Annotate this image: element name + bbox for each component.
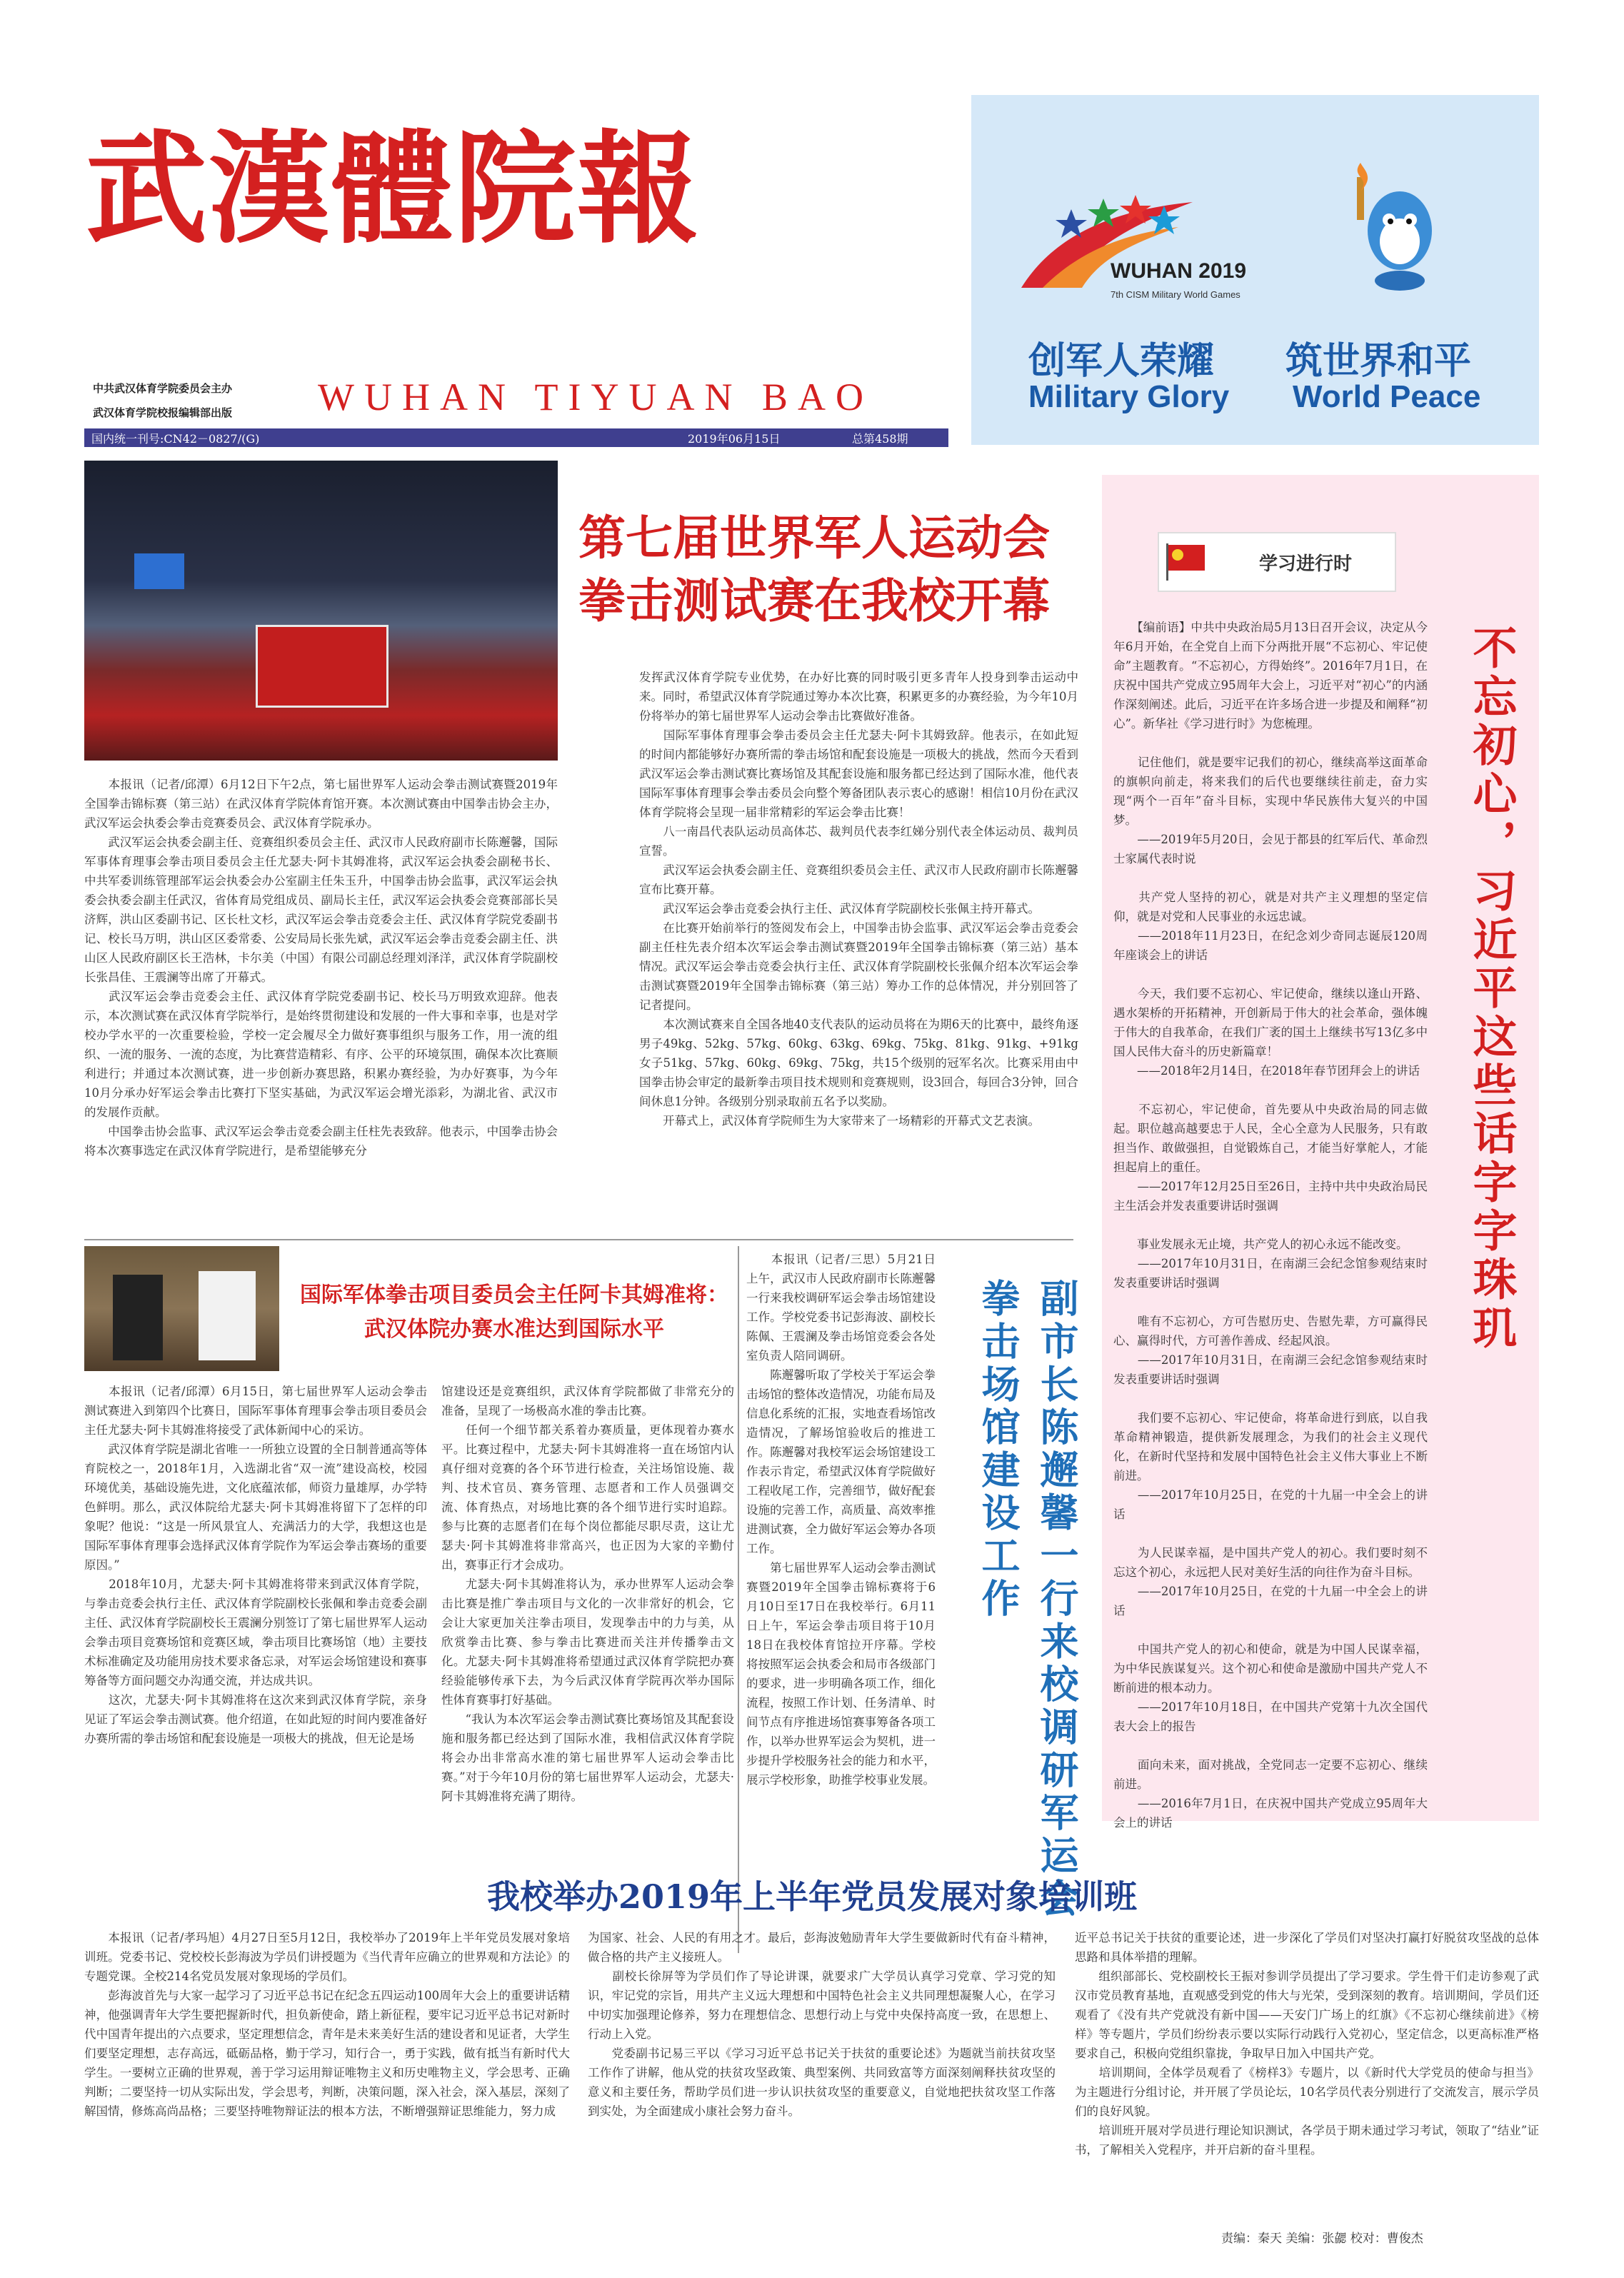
- article2-col1: 本报讯（记者/邱潭）6月15日，第七届世界军人运动会拳击测试赛进入到第四个比赛日，国际军事体育理事会拳击项目委员会主任尤瑟夫·阿卡其姆准将接受了武体新闻中心的采访。 武汉体育学院是湖北省唯一一所独立设置的全日制普通高等体育院校之一，2018年1月，入选湖北省“双一流”建设高校，校园环境优美，基础设施先进，文化底蕴浓郁，师资力量雄厚，办学特色鲜明。那么，武汉体院给尤瑟夫·阿卡其姆准将留下了怎样的印象呢？他说：“这是一所风景宜人、充满活力的大学，我想这也是国际军事体育理事会选择武汉体育学院作为军运会拳击赛场的重要原因。” 2018年10月，尤瑟夫·阿卡其姆准将带来到武汉体育学院，与拳击竞委会执行主任、武汉体育学院副校长张佩和拳击竞委会副主任、武汉体育学院副校长王震澜分别签订了第七届世界军人运动会拳击项目竞赛场馆和竞赛区域，拳击项目比赛场馆（地）主要技术标准确定及功能用房技术要求备忘录，对军运会场馆建设和赛事筹备等方面问题交办沟通交流，并达成共识。 这次，尤瑟夫·阿卡其姆准将在这次来到武汉体育学院，亲身见证了军运会拳击测试赛。他介绍道，在如此短的时间内要准备好办赛所需的拳击场馆和配套设施是一项极大的挑战，但无论是场: [84, 1385, 427, 1745]
- article3-headline: 副市长陈邂馨一行来校调研军运会拳击场馆建设工作: [976, 1278, 1079, 1921]
- article2-headline-line2: 武汉体院办赛水准达到国际水平: [364, 1317, 664, 1342]
- games-event-name: WUHAN 2019: [1111, 259, 1247, 283]
- article3-body: 本报讯（记者/三思）5月21日上午，武汉市人民政府副市长陈邂馨一行来我校调研军运会拳击场馆建设工作。学校党委书记彭海波、副校长陈佩、王震澜及拳击场馆竞委会各处室负责人陪同调研。 陈邂馨听取了学校关于军运会拳击场馆的整体改造情况，功能布局及信息化系统的汇报，实地查看场馆改造情况，了解场馆验收后的推进工作。陈邂馨对我校军运会场馆建设工作表示肯定，希望武汉体育学院做好工程收尾工作，完善细节，做好配套设施的完善工作，高质量、高效率推进测试赛，全力做好军运会筹办各项工作。 第七届世界军人运动会拳击测试赛暨2019年全国拳击锦标赛将于6月10日至17日在我校举行。6月11日上午，军运会拳击项目将于10月18日在我校体育馆拉开序幕。学校将按照军运会执委会和局市各级部门的要求，进一步明确各项工作，细化流程，按照工作计划、任务清单、时间节点有序推进场馆赛事筹备各项工作，以举办世界军运会为契机，进一步提升学校服务社会的能力和水平，展示学校形象，助推学校事业发展。: [746, 1253, 936, 1787]
- masthead-roman-title: WUHAN TIYUAN BAO: [318, 376, 873, 418]
- boxing-ring: [256, 625, 389, 708]
- slogan-cn-right: 筑世界和平: [1285, 340, 1472, 383]
- article2-headline-line1: 国际军体拳击项目委员会主任阿卡其姆准将：: [300, 1283, 728, 1308]
- study-sidebar: [1102, 475, 1539, 1830]
- boxing-arena-photo: [84, 461, 558, 761]
- sidebar-quotes: 【编前语】中共中央政治局5月13日召开会议，决定从今年6月开始，在全党自上而下分两批开展“不忘初心、牢记使命”主题教育。“不忘初心，方得始终”。2016年7月1日，在庆祝中国共产党成立95周年大会上，习近平对“初心”的内涵作深刻阐述。此后，习近平在许多场合进一步提及和阐释“初心”。新华社《学习进行时》为您梳理。 记住他们，就是要牢记我们的初心，继续高举这面革命的旗帜向前走，将来我们的后代也要继续往前走，奋力实现“两个一百年”奋斗目标，实现中华民族伟大复兴的中国梦。 ——2019年5月20日，会见于都县的红军后代、革命烈士家属代表时说 共产党人坚持的初心，就是对共产主义理想的坚定信仰，就是对党和人民事业的永远忠诚。 ——2018年11月23日，在纪念刘少奇同志诞辰120周年座谈会上的讲话 今天，我们要不忘初心、牢记使命，继续以逢山开路、遇水架桥的开拓精神，开创新局于伟大的社会革命，强体魄于伟大的自我革命，在我们广袤的国土上继续书写13亿多中国人民伟大奋斗的历史新篇章！ ——2018年2月14日，在2018年春节团拜会上的讲话 不忘初心，牢记使命，首先要从中央政治局的同志做起。职位越高越要忠于人民，全心全意为人民服务，只有敢担当作、敢做强担，自觉锻炼自己，才能当好掌舵人，才能担起肩上的重任。 ——2017年12月25日至26日，主持中共中央政治局民主生活会并发表重要讲话时强调 事业发展永无止境，共产党人的初心永远不能改变。 ——2017年10月31日，在南湖三会纪念馆参观结束时发表重要讲话时强调 唯有不忘初心，方可告慰历史、告慰先辈，方可赢得民心、赢得时代，方可善作善成、经起风浪。 ——2017年10月31日，在南湖三会纪念馆参观结束时发表重要讲话时强调 我们要不忘初心、牢记使命，将革命进行到底，以自我革命精神锻造，提供新发展理念，为我们的社会主义现代化，在新时代坚持和发展中国特色社会主义伟大事业上不断前进。 ——2017年10月25日，在党的十九届一中全会上的讲话 为人民谋幸福，是中国共产党人的初心。我们要时刻不忘这个初心，永远把人民对美好生活的向往作为奋斗目标。 ——2017年10月25日，在党的十九届一中全会上的讲话 中国共产党人的初心和使命，就是为中国人民谋幸福，为中华民族谋复兴。这个初心和使命是激励中国共产党人不断前进的根本动力。 ——2017年10月18日，在中国共产党第十九次全国代表大会上的报告 面向未来，面对挑战，全党同志一定要不忘初心、继续前进。 ——2016年7月1日，在庆祝中国共产党成立95周年大会上的讲话: [1113, 621, 1428, 1830]
- mascot-icon: [1343, 163, 1457, 298]
- publisher-line-1: 中共武汉体育学院委员会主办: [93, 382, 233, 395]
- article4-col2: 为国家、社会、人民的有用之才。最后，彭海波勉励青年大学生要做新时代有奋斗精神，做合格的共产主义接班人。 副校长徐屏等为学员们作了导论讲课，就要求广大学员认真学习党章、学习党的知识，牢记党的宗旨，用共产主义远大理想和中国特色社会主义共同理想凝聚人心，在学习中切实加强理论修养，努力在理想信念、思想行动上与党中央保持高度一致，在思想上、行动上入党。 党委副书记易三平以《学习习近平总书记关于扶贫的重要论述》为题就当前扶贫攻坚工作作了讲解，他从党的扶贫攻坚政策、典型案例、共同致富等方面深刻阐释扶贫攻坚的意义和主要任务，帮助学员们进一步认识扶贫攻坚的重要意义，自觉地把扶贫攻坚工作落到实处，为全面建成小康社会努力奋斗。: [588, 1931, 1056, 2118]
- sidebar-title: 不忘初心，习近平这些话字字珠玑: [1465, 625, 1518, 1353]
- article1-headline-line2: 拳击测试赛在我校开幕: [578, 573, 1050, 628]
- issue-number: 总第458期: [852, 431, 908, 446]
- slogan-cn-left: 创军人荣耀: [1028, 340, 1215, 383]
- masthead-title: 武漢體院報: [86, 118, 701, 261]
- article2-headline: [286, 1278, 743, 1347]
- games-event-subtitle: 7th CISM Military World Games: [1111, 289, 1240, 300]
- interviewee-figure: [199, 1271, 256, 1360]
- section-divider: [84, 1239, 1073, 1240]
- editor-credits: 责编：秦天 美编：张勰 校对：曹俊杰: [1221, 2232, 1423, 2246]
- issn-label: 国内统一刊号:CN42－0827/(G): [91, 431, 260, 446]
- interviewer-figure: [113, 1275, 163, 1360]
- article4-col1: 本报讯（记者/孝玛旭）4月27日至5月12日，我校举办了2019年上半年党员发展对象培训班。党委书记、党校校长彭海波为学员们讲授题为《当代青年应确立的世界观和方法论》的专题党课。全校214名党员发展对象现场的学员们。 彭海波首先与大家一起学习了习近平总书记在纪念五四运动100周年大会上的重要讲话精神，他强调青年大学生要把握新时代，担负新使命，踏上新征程，要牢记习近平总书记对新时代中国青年提出的六点要求，坚定理想信念，青年是未来美好生活的建设者和见证者，大学生们要坚定理想，志存高远，砥砺品格，勤于学习，知行合一，勇于实践，做有抵当有新时代大学生。一要树立正确的世界观，善于学习运用辩证唯物主义和历史唯物主义，学会思考、正确判断；二要坚持一切从实际出发，学会思考，判断，决策问题，深入社会，深入基层，深刻了解国情，修炼高尚品格；三要坚持唯物辩证法的根本方法，不断增强辩证思维能力，努力成: [84, 1931, 570, 2118]
- issue-info-bar: [84, 428, 948, 447]
- article3-divider: [738, 1246, 739, 1953]
- study-tag-label: 学习进行时: [1259, 553, 1353, 575]
- study-tag-box: [1158, 532, 1396, 592]
- article1-headline-line1: 第七届世界军人运动会: [578, 511, 1050, 566]
- party-flag-icon: [1165, 542, 1208, 582]
- arena-screen: [134, 553, 184, 589]
- issue-date: 2019年06月15日: [688, 431, 781, 446]
- article1-headline: [578, 507, 1050, 633]
- military-games-logo-panel: [971, 95, 1539, 445]
- article4-headline: 我校举办2019年上半年党员发展对象培训班: [486, 1877, 1138, 1916]
- interview-photo: [84, 1246, 279, 1371]
- article1-col2: 发挥武汉体育学院专业优势，在办好比赛的同时吸引更多青年人投身到拳击运动中来。同时，希望武汉体育学院通过筹办本次比赛，积累更多的办赛经验，为今年10月份将举办的第七届世界军人运动会拳击比赛做好准备。 国际军事体育理事会拳击委员会主任尤瑟夫·阿卡其姆致辞。他表示，在如此短的时间内都能够好办赛所需的拳击场馆和配套设施是一项极大的挑战，然而今天看到武汉军运会拳击测试赛比赛场馆及其配套设施和服务都已经达到了国际水准，他代表国际军事体育理事会拳击委员会向整个筹备团队表示衷心的感谢！相信10月份在武汉体育学院将会呈现一届非常精彩的军运会拳击比赛！ 八一南昌代表队运动员高体芯、裁判员代表李红娣分别代表全体运动员、裁判员宣誓。 武汉军运会执委会副主任、竞赛组织委员会主任、武汉市人民政府副市长陈邂馨宣布比赛开幕。 武汉军运会拳击竞委会执行主任、武汉体育学院副校长张佩主持开幕式。 在比赛开始前举行的签阅发布会上，中国拳击协会监事、武汉军运会拳击竞委会副主任柱先表介绍本次军运会拳击测试赛暨2019年全国拳击锦标赛（第三站）基本情况。武汉军运会拳击竞委会执行主任、武汉体育学院副校长张佩介绍本次军运会拳击测试赛暨2019年全国拳击锦标赛（第三站）筹办工作的总体情况，并分别回答了记者提问。 本次测试赛来自全国各地40支代表队的运动员将在为期6天的比赛中，最终角逐男子49kg、52kg、57kg、60kg、63kg、69kg、75kg、81kg、91kg、+91kg女子51kg、57kg、60kg、69kg、75kg，共15个级别的冠军名次。比赛采用由中国拳击协会审定的最新拳击项目技术规则和竞赛规则，设3回合，每回合3分钟，回合间休息1分钟。各级别分别录取前五名予以奖励。 开幕式上，武汉体育学院师生为大家带来了一场精彩的开幕式文艺表演。: [639, 671, 1078, 1128]
- slogan-en-left: Military Glory: [1028, 379, 1230, 414]
- article1-col1: 本报讯（记者/邱潭）6月12日下午2点，第七届世界军人运动会拳击测试赛暨2019年全国拳击锦标赛（第三站）在武汉体育学院体育馆开赛。本次测试赛由中国拳击协会主办，武汉军运会执委会拳击竞赛委员会、武汉体育学院承办。 武汉军运会执委会副主任、竞赛组织委员会主任、武汉市人民政府副市长陈邂馨，国际军事体育理事会拳击项目委员会主任尤瑟夫·阿卡其姆准将，武汉军运会执委会副秘书长、中共军委训练管理部军运会执委会办公室副主任朱玉升，中国拳击协会监事，武汉军运会执委会执委会副主任武汉，省体育局党组成员、副局长主任，武汉军运会执委会竞赛部部长吴济辉，洪山区委副书记、区长杜文杉，武汉军运会拳击竞委会主任、武汉体育学院党委副书记、校长马万明，洪山区区委常委、公安局局长张先斌，武汉军运会拳击竞委会副主任、洪山区人民政府副区长王浩林，卡尔美（中国）有限公司副总经理刘泽洋，武汉体育学院副校长张昌佳、王震澜等出席了开幕式。 武汉军运会拳击竞委会主任、武汉体育学院党委副书记、校长马万明致欢迎辞。他表示，本次测试赛在武汉体育学院举行，是始终贯彻建设和发展的一件大事和幸事，也是对学校办学水平的一次重要检验，学校一定会履尽全力做好赛事组织与服务工作，用一流的组织、一流的服务、一流的态度，为比赛营造精彩、有序、公平的环境氛围，确保本次比赛顺利进行；并通过本次测试赛，进一步创新办赛思路，积累办赛经验，为办好赛事，为今年10月分承办好军运会拳击比赛打下坚实基础，为武汉军运会增光添彩，为湖北省、武汉市的发展作贡献。 中国拳击协会监事、武汉军运会拳击竞委会副主任柱先表致辞。他表示，中国拳击协会将本次赛事选定在武汉体育学院进行，是希望能够充分: [84, 778, 558, 1158]
- slogan-en-right: World Peace: [1293, 379, 1481, 414]
- publisher-line-2: 武汉体育学院校报编辑部出版: [93, 406, 233, 419]
- article4-col3: 近平总书记关于扶贫的重要论述，进一步深化了学员们对坚决打赢打好脱贫攻坚战的总体思路和具体举措的理解。 组织部部长、党校副校长王振对参训学员提出了学习要求。学生骨干们走访参观了武汉市党员教育基地，直观感受到党的伟大与光荣，受到深刻的教育。培训期间，学员们还观看了《没有共产党就没有新中国——天安门广场上的红旗》《不忘初心继续前进》《榜样》等专题片，学员们纷纷表示要以实际行动践行入党初心，坚定信念，以更高标准严格要求自己，积极向党组织靠拢，争取早日加入中国共产党。 培训期间，全体学员观看了《榜样3》专题片，以《新时代大学党员的使命与担当》为主题进行分组讨论，并开展了学员论坛，10名学员代表分别进行了交流发言，展示学员们的良好风貌。 培训班开展对学员进行理论知识测试，各学员于期未通过学习考试，领取了“结业”证书，了解相关入党程序，并开启新的奋斗里程。: [1075, 1931, 1539, 2157]
- article2-col2: 馆建设还是竞赛组织，武汉体育学院都做了非常充分的准备，呈现了一场极高水准的拳击比赛。 任何一个细节都关系着办赛质量，更体现着办赛水平。比赛过程中，尤瑟夫·阿卡其姆准将一直在场馆内认真仔细对竞赛的各个环节进行检查，关注场馆设施、裁判、技术官员、赛务管理、志愿者和工作人员强调交流、体育热点，对场地比赛的各个细节进行实时追踪。参与比赛的志愿者们在每个岗位都能尽职尽责，这让尤瑟夫·阿卡其姆准将非常高兴，也正因为大家的辛勤付出，赛事正行才会成功。 尤瑟夫·阿卡其姆准将认为，承办世界军人运动会拳击比赛是推广拳击项目与文化的一次非常好的机会，它会让大家更加关注拳击项目，发现拳击中的力与美，从欣赏拳击比赛、参与拳击比赛进而关注并传播拳击文化。尤瑟夫·阿卡其姆准将希望通过武汉体育学院把办赛经验能够传承下去，为今后武汉体育学院再次举办国际性体育赛事打好基础。 “我认为本次军运会拳击测试赛比赛场馆及其配套设施和服务都已经达到了国际水准，我相信武汉体育学院将会办出非常高水准的第七届世界军人运动会拳击比赛。”对于今年10月份的第七届世界军人运动会，尤瑟夫·阿卡其姆准将充满了期待。: [441, 1385, 734, 1803]
